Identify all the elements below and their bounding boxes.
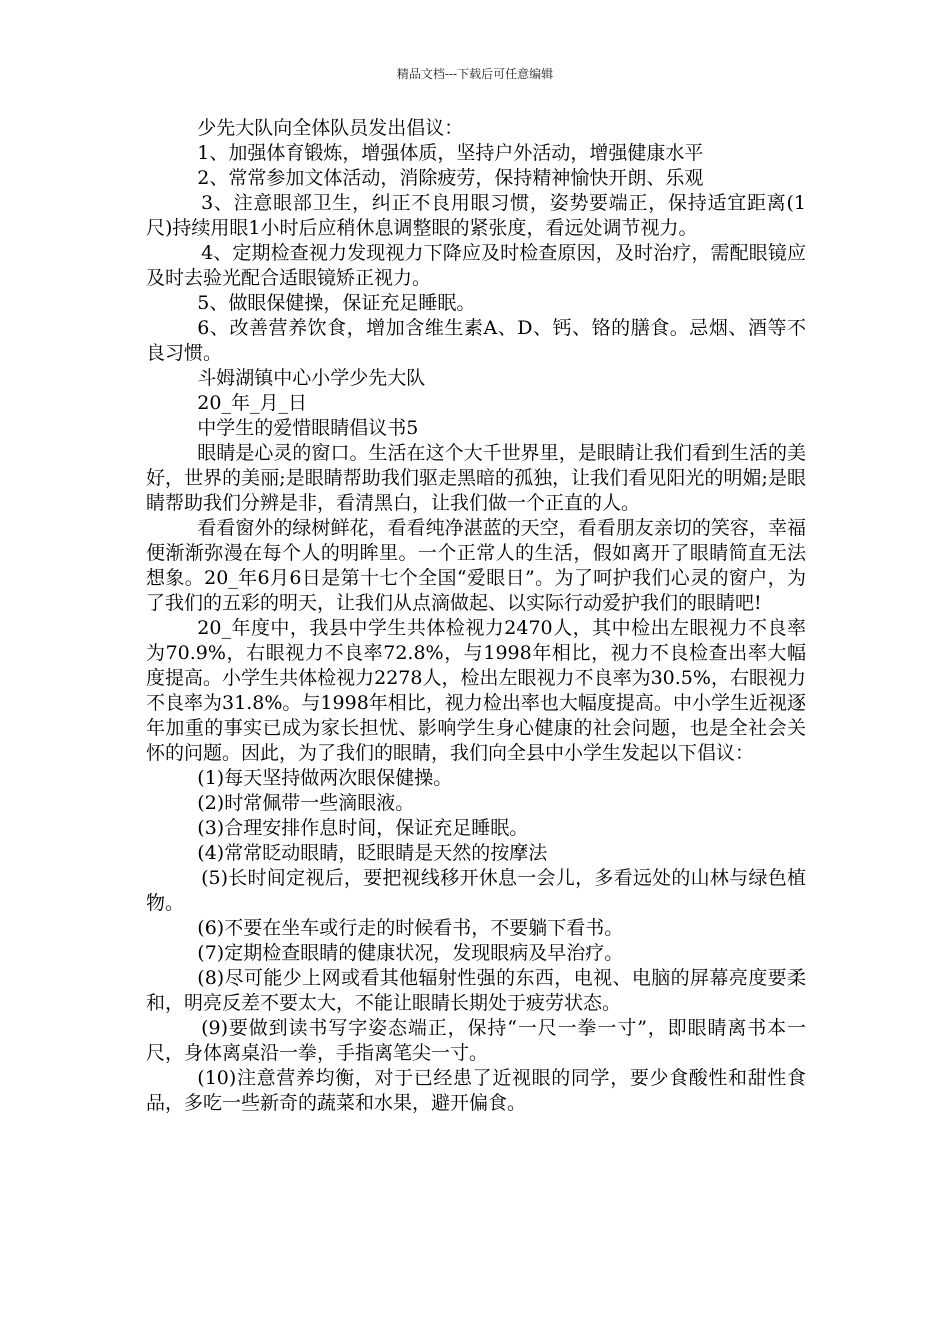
list-item: (6)不要在坐车或行走的时候看书，不要躺下看书。 [197,917,624,939]
list-item: (4)常常眨动眼睛，眨眼睛是天然的按摩法 [197,842,548,864]
list-item: (9)要做到读书写字姿态端正，保持“一尺一拳一寸”，即眼睛离书本一尺，身体离桌沿一拳，手指离笔尖一寸。 [146,1017,806,1064]
paragraph: 2、常常参加文体活动，消除疲劳，保持精神愉快开朗、乐观 [197,167,704,189]
paragraph: 6、改善营养饮食，增加含维生素A、D、钙、铬的膳食。忌烟、酒等不良习惯。 [146,317,806,364]
section-title: 中学生的爱惜眼睛倡议书5 [197,417,419,439]
list-item: (8)尽可能少上网或看其他辐射性强的东西，电视、电脑的屏幕亮度要柔和，明亮反差不要太大，不能让眼睛长期处于疲劳状态。 [146,967,806,1014]
list-item: (2)时常佩带一些滴眼液。 [197,792,415,814]
paragraph: 5、做眼保健操，保证充足睡眠。 [197,292,476,314]
signature-organization: 斗姆湖镇中心小学少先大队 [197,367,426,389]
paragraph: 20_年度中，我县中学生共体检视力2470人，其中检出左眼视力不良率为70.9%，右眼视力不良率72.8%，与1998年相比，视力不良检查出率大幅度提高。小学生共体检视力2278人，检出左眼视力不良率为30.5%，右眼视力不良率为31.8%。与1998年相比，视力检出率也大幅度提高。中小学生近视逐年加重的事实已成为家长担忧、影响学生身心健康的社会问题，也是全社会关怀的问题。因此，为了我们的眼睛，我们向全县中小学生发起以下倡议： [146,617,806,764]
paragraph: 少先大队向全体队员发出倡议： [197,117,464,139]
paragraph: 看看窗外的绿树鲜花，看看纯净湛蓝的天空，看看朋友亲切的笑容，幸福便渐渐弥漫在每个人的明眸里。一个正常人的生活，假如离开了眼睛简直无法想象。20_年6月6日是第十七个全国“爱眼日”。为了呵护我们心灵的窗户，为了我们的五彩的明天，让我们从点滴做起、以实际行动爱护我们的眼睛吧! [146,517,806,614]
list-item: (1)每天坚持做两次眼保健操。 [197,767,453,789]
list-item: (10)注意营养均衡，对于已经患了近视眼的同学，要少食酸性和甜性食品，多吃一些新奇的蔬菜和水果，避开偏食。 [146,1067,806,1114]
page-header: 精品文档---下载后可任意编辑 [396,67,554,81]
list-item: (7)定期检查眼睛的健康状况，发现眼病及早治疗。 [197,942,624,964]
paragraph: 眼睛是心灵的窗口。生活在这个大千世界里，是眼睛让我们看到生活的美好，世界的美丽;是眼睛帮助我们驱走黑暗的孤独，让我们看见阳光的明媚;是眼睛帮助我们分辨是非，看清黑白，让我们做一个正直的人。 [146,442,806,514]
signature-date: 20_年_月_日 [197,392,307,414]
document-body [146,116,806,1116]
list-item: (5)长时间定视后，要把视线移开休息一会儿，多看远处的山林与绿色植物。 [146,867,806,914]
paragraph: 1、加强体育锻炼，增强体质，坚持户外活动，增强健康水平 [197,142,704,164]
paragraph: 3、注意眼部卫生，纠正不良用眼习惯，姿势要端正，保持适宜距离(1尺)持续用眼1小时后应稍休息调整眼的紧张度，看远处调节视力。 [146,192,806,239]
list-item: (3)合理安排作息时间，保证充足睡眠。 [197,817,529,839]
paragraph: 4、定期检查视力发现视力下降应及时检查原因，及时治疗，需配眼镜应及时去验光配合适眼镜矫正视力。 [146,242,806,289]
